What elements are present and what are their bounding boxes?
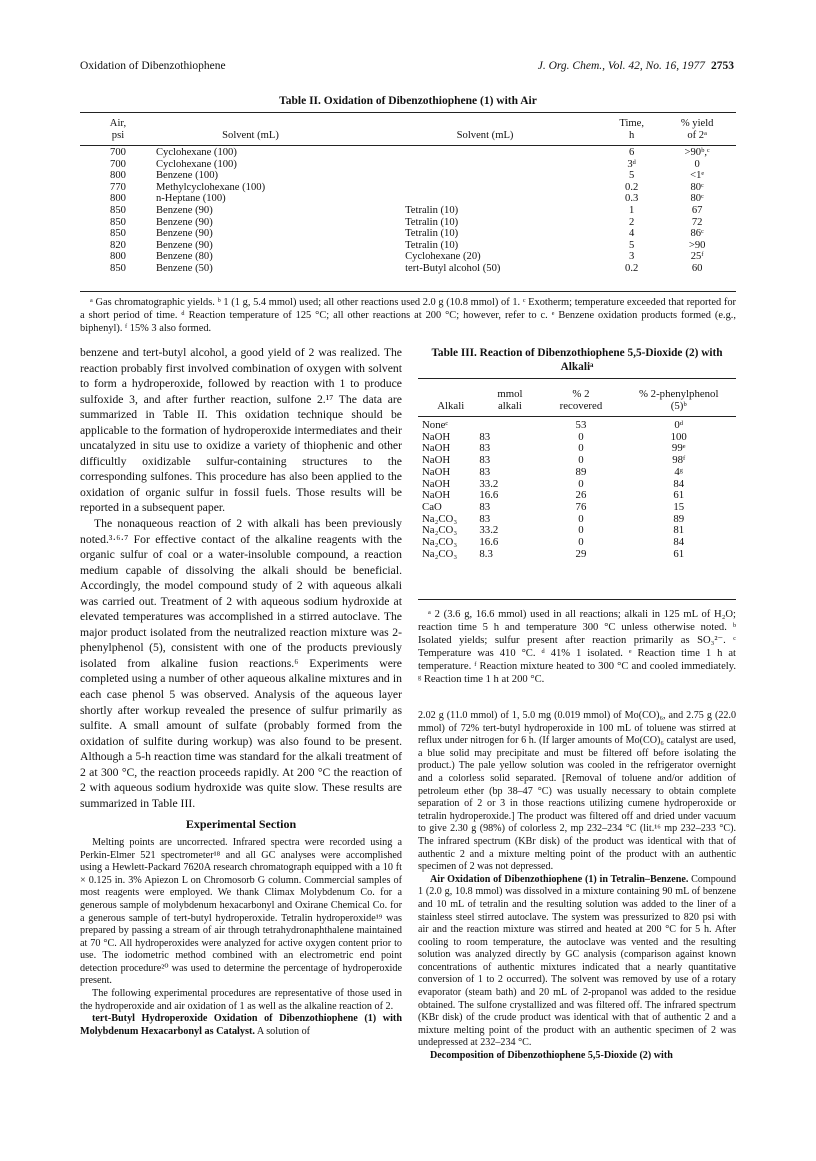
table-cell: 770 [110,181,126,193]
table-cell: 25ᶠ [690,251,704,263]
table-cell: 33.2 [479,477,499,490]
table-cell: 5 [629,239,635,251]
table-cell: 800 [110,251,126,263]
table3-header-cell: mmol alkali [497,388,523,412]
table-row [80,170,736,182]
table-cell: 800 [110,170,126,182]
table-cell [405,182,605,194]
table-cell: 850 [110,216,126,228]
table-cell: Noneᶜ [422,419,449,431]
table-cell: <1ᵉ [690,170,705,182]
body-paragraph: The following experimental procedures are representative of those used in the hydroperoxide and air oxidation of 1 as well as the alkaline reaction of 2. [80,988,402,1012]
table-cell: Benzene (50) [155,262,213,274]
table-cell: >90ᵇ,ᶜ [684,147,710,158]
body-paragraph: Melting points are uncorrected. Infrared spectra were recorded using a Perkin-Elmer 521 spectrometer¹⁸ and all GC analyses were accomplished using a Hewlett-Packard 7620A research chromatograph equipped with a 10 ft × 0.125 in. 3% Apiezon L on Chromosorb G column. Commercial samples of most reagents were employed. We thank Climax Molybdenum Co. for a generous sample of molybdenum hexacarbonyl and Oxirane Chemical Co. for a generous sample of tert-butyl hydroperoxide. Tetralin hydroperoxide¹⁹ was prepared by passing a stream of air through tetrahydronaphthalene maintained at 70 °C. All hydroperoxides were analyzed for active oxygen content prior to use. The iodometric method combined with an electrometric end point detection procedure²⁰ was used to determine the percentage of hydroperoxide present. [80,836,402,987]
table-cell: 61 [673,489,685,502]
table-cell: 83 [479,465,491,478]
table-cell: Methylcyclohexane (100) [155,181,266,193]
table-cell: 0 [578,430,584,443]
table2-header-cell: Time, h [619,118,644,141]
table-row [418,432,736,444]
table-cell: 0.3 [625,193,639,205]
table-cell: 820 [110,239,126,251]
table-cell: 1 [629,204,635,216]
table-cell: 84 [673,536,685,549]
table-cell: NaOH [422,465,451,478]
table-cell: Tetralin (10) [405,216,459,228]
table-cell: 700 [110,158,126,170]
journal-citation: J. Org. Chem., Vol. 42, No. 16, 1977 [537,60,705,72]
running-header-journal [538,60,734,72]
table3-footnotes: ᵃ 2 (3.6 g, 16.6 mmol) used in all reactions; alkali in 125 mL of H₂O; reaction time 5 h and temperature 300 °C unless otherwise noted. ᵇ Isolated yields; sulfur present after reaction primarily as SO₃²⁻. ᶜ Temperature was 410 °C. ᵈ 41% 1 isolated. ᵉ Reaction time 1 h at temperature. ᶠ Reaction mixture heated to 300 °C and cooled immediately. ᵍ Reaction time 1 h at 200 °C. [418,609,736,685]
table-cell: 81 [673,524,685,537]
table-cell: 80ᶜ [690,181,704,193]
body-paragraph [418,874,736,1050]
table3 [418,389,736,560]
table-cell: 61 [673,547,685,560]
table-cell: n-Heptane (100) [155,193,226,205]
table2-header-cell: Solvent (mL) [456,130,514,141]
table-cell: 0 [578,524,584,537]
table2-bottom-rule [80,291,736,292]
table-cell: 0.2 [625,262,639,274]
running-header-title: Oxidation of Dibenzothiophene [80,60,226,72]
table2-header-cell: Solvent (mL) [222,130,279,141]
table-cell: Na₂CO₃ [422,512,458,525]
table-cell: 4ᵍ [674,465,684,478]
table-cell: Benzene (100) [155,170,219,182]
table-cell: 5 [629,170,635,182]
table-cell: Na₂CO₃ [422,524,458,537]
right-column [418,710,736,1063]
table-cell [479,412,540,432]
table-cell: 100 [670,430,687,443]
table-cell: 16.6 [479,536,499,549]
table-cell: 850 [110,262,126,274]
table-cell: Na₂CO₃ [422,547,458,560]
table-cell: 29 [575,547,587,560]
table-cell: 8.3 [479,547,493,560]
table-row [418,514,736,526]
table2-header-rule [80,145,736,146]
table-row [80,182,736,194]
table2-body [80,142,736,275]
procedure-text: Compound 1 (2.0 g, 10.8 mmol) was dissolved in a mixture containing 90 mL of benzene and 10 mL of tetralin and the resulting solution was added to the liner of a stainless steel stirred autoclave. The system was pressurized to 820 psi with air and the reaction mixture was stirred and heated at 200 °C for 5 h. After cooling to room temperature, the autoclave was vented and the resulting solution was analyzed directly by GC analysis (comparison against known concentrations of authentic mixtures indicated that a nearly quantitative conversion of 1 to 2 occurred). The solvent was removed by use of a rotary evaporator (steam bath) and 20 mL of 2-propanol was added to the residue obtained. The sulfone crystallized and was filtered off. The infrared spectrum (KBr disk) of the crude product was identical with that of authentic 2 and a mixture melting point of the product with an authentic specimen of 2 was undepressed at 232–234 °C. [418,873,737,1049]
procedure-heading: Decomposition of Dibenzothiophene 5,5-Dioxide (2) with [430,1050,673,1062]
section-heading: Experimental Section [185,817,297,832]
table-cell: CaO [422,500,442,513]
table-row [418,467,736,479]
body-paragraph [418,1050,736,1063]
table2-title: Table II. Oxidation of Dibenzothiophene (1) with Air [279,95,537,107]
table-cell: Tetralin (10) [405,228,459,240]
table-row [80,217,736,229]
table-cell [405,159,605,171]
table-row [418,537,736,549]
table-row [418,443,736,455]
table-cell: 0ᵈ [674,419,684,431]
experimental-text [80,837,402,1039]
table3-header-rule [418,416,736,417]
table-cell: 2 [629,216,635,228]
table-cell: 84 [673,477,685,490]
table-cell: NaOH [422,442,451,455]
table-cell: 83 [479,430,491,443]
body-paragraph [80,1013,402,1038]
table-cell: 89 [575,465,587,478]
table-cell: 15 [673,500,685,513]
table-cell: 850 [110,204,126,216]
table-cell: NaOH [422,477,451,490]
table-row [80,205,736,217]
table-cell: 76 [575,500,587,513]
table-cell: 89 [673,512,685,525]
table-row [80,159,736,171]
table-cell: Tetralin (10) [405,204,459,216]
table2-header-cell: % yield of 2ᵃ [680,118,714,141]
table-row [418,549,736,561]
table-cell: 80ᶜ [690,193,704,205]
table-cell: 0 [578,442,584,455]
page-number: 2753 [711,60,734,72]
table-cell: 0 [578,512,584,525]
table-cell: 4 [629,228,635,240]
table-cell: 26 [575,489,587,502]
table-row [80,228,736,240]
table-cell: 800 [110,193,126,205]
table-cell: 6 [629,147,635,158]
body-paragraph: 2.02 g (11.0 mmol) of 1, 5.0 mg (0.019 mmol) of Mo(CO)₆, and 2.75 g (22.0 mmol) of 72% tert-butyl hydroperoxide in 100 mL of toluene was stirred at reflux under nitrogen for 6 h. (If larger amounts of Mo(CO)₆ catalyst are used, a blue solid may precipitate and must be filtered off before isolating the product.) The pale yellow solution was cooled in the refrigerator overnight and a colorless solid separated. [Removal of toluene and/or addition of petroleum ether (bp 38–47 °C) was usually necessary to obtain complete separation of 2 or 3 in those reactions utilizing cumene hydroperoxide or tetralin hydroperoxide.] The product was filtered off and dried under vacuum to give 2.30 g (98%) of colorless 2, mp 232–234 °C (lit.¹⁶ mp 232–233 °C). The infrared spectrum (KBr disk) of the product was identical with that of authentic 2 and a mixture melting point of the product with an authentic specimen of 2 was not depressed. [418,710,736,873]
table-cell: NaOH [422,489,451,502]
table-cell: Benzene (80) [155,251,213,263]
table-cell: 67 [691,204,703,216]
table-cell: 16.6 [479,489,499,502]
table-cell [405,193,605,205]
table-cell: >90 [688,239,706,251]
table3-header-cell: % 2 recovered [559,388,603,412]
table-cell: 60 [691,262,703,274]
table2 [80,118,736,275]
table-cell: 83 [479,500,491,513]
table-cell: 86ᶜ [690,228,704,240]
table3-body [418,412,736,560]
table2-top-rule [80,112,736,113]
table-cell: Benzene (90) [155,216,213,228]
table-cell: Cyclohexane (20) [405,251,481,263]
table-cell: 0 [578,454,584,467]
table3-title: Table III. Reaction of Dibenzothiophene 5,5-Dioxide (2) with Alkaliᵃ [431,347,723,373]
table-cell: tert-Butyl alcohol (50) [405,262,501,274]
procedure-heading: Air Oxidation of Dibenzothiophene (1) in Tetralin–Benzene. [430,873,689,885]
procedure-heading: tert-Butyl Hydroperoxide Oxidation of Dibenzothiophene (1) with Molybdenum Hexacarbonyl as Catalyst. [80,1013,402,1037]
table-cell: 0 [694,158,700,170]
table-cell: 700 [110,147,126,158]
table-cell: 53 [575,419,587,431]
table-cell: Benzene (90) [155,228,213,240]
left-column [80,345,402,1038]
table-cell: 83 [479,442,491,455]
table-cell: 850 [110,228,126,240]
table3-header-cell: Alkali [437,399,465,412]
table-cell: 83 [479,454,491,467]
table-cell: 0.2 [625,181,639,193]
table3-top-rule [418,378,736,379]
procedure-text: A solution of [254,1025,311,1037]
table-cell: 3ᵈ [627,158,636,170]
body-paragraph: The nonaqueous reaction of 2 with alkali has been previously noted.³·⁶·⁷ For effective contact of the alkaline reagents with the organic sulfur of coal or a water-insoluble compound, a reaction medium capable of dissolving the alkali should be beneficial. Accordingly, the model compound study of 2 with aqueous alkali was carried out. Treatment of 2 with aqueous sodium hydroxide at elevated temperatures was accomplished in a stirred autoclave. The major product isolated from the neutralized reaction mixture was 2-phenylphenol (5), consistent with one of the products previously isolated from alkaline fusion reactions.⁶ Experiments were completed using a number of other aqueous alkaline mixtures and in each case phenol 5 was observed. Analysis of the aqueous layer shortly after workup revealed the presence of sulfur primarily as sulfite. A small amount of sulfate (probably formed from the oxidation of sulfite during workup) was also found to be present. Although a 5-h reaction time was standard for the alkali treatment of 2 at 300 °C, the reaction proceeds rapidly. At 200 °C the reaction of 2 with aqueous sodium hydroxide was quite slow. These results are summarized in Table III. [80,517,402,810]
table-row [80,263,736,275]
table-cell: Cyclohexane (100) [155,147,237,158]
table2-header-cell: Air, psi [109,118,127,141]
table-row [418,412,736,432]
table-cell: 0 [578,477,584,490]
table2-footnotes: ᵃ Gas chromatographic yields. ᵇ 1 (1 g, 5.4 mmol) used; all other reactions used 2.0 g (10.8 mmol) of 1. ᶜ Exotherm; temperature exceeded that reported for a short period of time. ᵈ Reaction temperature of 125 °C; all other reactions at 200 °C; however, refer to c. ᵉ Benzene oxidation products formed (e.g., biphenyl). ᶠ 15% 3 also formed. [80,297,736,334]
table-cell: 0 [578,536,584,549]
table-cell: 98ᶠ [672,454,686,467]
table-cell: Benzene (90) [155,204,213,216]
table-cell: 72 [691,216,703,228]
table-row [80,193,736,205]
table-cell [405,170,605,182]
table3-header-cell: % 2-phenylphenol (5)ᵇ [638,388,719,412]
table-cell: 33.2 [479,524,499,537]
body-paragraph: benzene and tert-butyl alcohol, a good yield of 2 was realized. The reaction probably first involved combination of oxygen with solvent to form a hydroperoxide, followed by reaction with 1 to produce sulfoxide 3, and after further reaction, sulfone 2.¹⁷ The data are summarized in Table II. This oxidation technique should be applicable to the formation of hydroperoxide intermediates and their uncatalyzed in situ use to oxidize a variety of thiophenic and other difficultly oxidizable sulfur-containing structures to the corresponding sulfones. This procedure has also been applied to the oxidation of organic sulfur in fossil fuels. Those results will be reported in a subsequent paper. [80,346,402,515]
table-cell: 3 [629,251,635,263]
table-cell: Tetralin (10) [405,239,459,251]
table-cell: Cyclohexane (100) [155,158,237,170]
table-row [418,502,736,514]
table-cell: NaOH [422,430,451,443]
table-cell: Benzene (90) [155,239,213,251]
table-cell: 83 [479,512,491,525]
table-row [418,525,736,537]
table-row [80,240,736,252]
table-cell: NaOH [422,454,451,467]
table-row [80,251,736,263]
table-cell: 99ᵉ [671,442,686,455]
table3-bottom-rule [418,599,736,600]
table-cell: Na₂CO₃ [422,536,458,549]
